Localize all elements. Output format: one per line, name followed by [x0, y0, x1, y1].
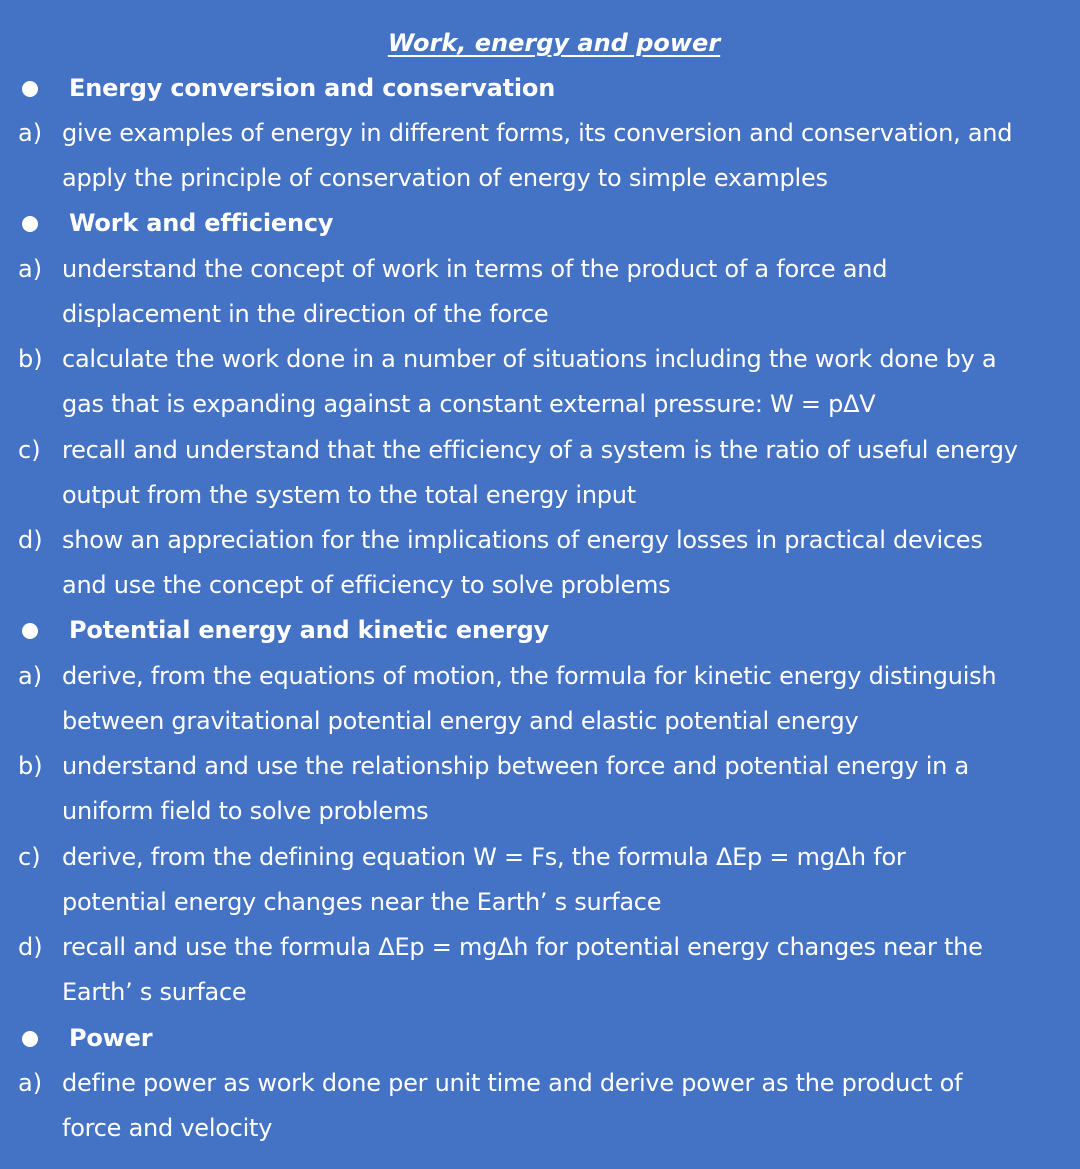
- list-item-continuation: [0, 473, 1080, 518]
- section-heading: [0, 1016, 1080, 1061]
- list-item: [0, 247, 1080, 292]
- item-marker: b): [18, 752, 43, 780]
- item-text-continuation: displacement in the direction of the force: [62, 300, 549, 328]
- bullet-icon: [22, 81, 38, 97]
- list-item: [0, 1061, 1080, 1106]
- bullet-icon: [22, 623, 38, 639]
- section-heading-text: Power: [69, 1024, 153, 1052]
- item-text: give examples of energy in different forms, its conversion and conservation, and: [62, 119, 1013, 147]
- item-text-continuation: Earth’ s surface: [62, 978, 247, 1006]
- list-item-continuation: [0, 563, 1080, 608]
- list-item-continuation: [0, 382, 1080, 427]
- item-text-continuation: uniform field to solve problems: [62, 797, 429, 825]
- item-text-continuation: and use the concept of efficiency to solve problems: [62, 571, 671, 599]
- item-text: calculate the work done in a number of situations including the work done by a: [62, 345, 997, 373]
- item-text-continuation: gas that is expanding against a constant external pressure: W = pΔV: [62, 390, 876, 418]
- list-item: [0, 835, 1080, 880]
- list-item: [0, 654, 1080, 699]
- item-text-continuation: output from the system to the total energy input: [62, 481, 636, 509]
- item-marker: c): [18, 436, 41, 464]
- item-text: recall and understand that the efficiency of a system is the ratio of useful energy: [62, 436, 1018, 464]
- list-item-continuation: [0, 292, 1080, 337]
- section-heading: [0, 201, 1080, 246]
- list-item: [0, 925, 1080, 970]
- list-item-continuation: [0, 880, 1080, 925]
- item-text-continuation: potential energy changes near the Earth’ s surface: [62, 888, 662, 916]
- list-item-continuation: [0, 156, 1080, 201]
- item-text: derive, from the defining equation W = Fs, the formula ΔEp = mgΔh for: [62, 843, 906, 871]
- list-item: [0, 337, 1080, 382]
- section-heading-text: Potential energy and kinetic energy: [69, 616, 549, 644]
- list-item-continuation: [0, 970, 1080, 1015]
- item-text-continuation: apply the principle of conservation of energy to simple examples: [62, 164, 828, 192]
- list-item-continuation: [0, 699, 1080, 744]
- list-item: [0, 518, 1080, 563]
- item-marker: d): [18, 933, 43, 961]
- item-text-continuation: force and velocity: [62, 1114, 273, 1142]
- list-item: [0, 744, 1080, 789]
- item-marker: d): [18, 526, 43, 554]
- item-text: show an appreciation for the implications of energy losses in practical devices: [62, 526, 983, 554]
- item-marker: c): [18, 843, 41, 871]
- section-heading-text: Work and efficiency: [69, 209, 334, 237]
- list-item: [0, 111, 1080, 156]
- list-item-continuation: [0, 789, 1080, 834]
- item-marker: a): [18, 255, 43, 283]
- item-marker: a): [18, 1069, 43, 1097]
- list-item-continuation: [0, 1106, 1080, 1151]
- section-heading: [0, 608, 1080, 653]
- item-marker: b): [18, 345, 43, 373]
- page-title: Work, energy and power: [387, 29, 721, 57]
- item-text-continuation: between gravitational potential energy and elastic potential energy: [62, 707, 859, 735]
- item-text: define power as work done per unit time and derive power as the product of: [62, 1069, 963, 1097]
- item-marker: a): [18, 119, 43, 147]
- section-heading: [0, 66, 1080, 111]
- list-item: [0, 428, 1080, 473]
- bullet-icon: [22, 1031, 38, 1047]
- item-text: recall and use the formula ΔEp = mgΔh for potential energy changes near the: [62, 933, 983, 961]
- item-text: understand and use the relationship between force and potential energy in a: [62, 752, 969, 780]
- item-marker: a): [18, 662, 43, 690]
- bullet-icon: [22, 216, 38, 232]
- item-text: derive, from the equations of motion, the formula for kinetic energy distinguish: [62, 662, 997, 690]
- section-heading-text: Energy conversion and conservation: [69, 74, 556, 102]
- item-text: understand the concept of work in terms of the product of a force and: [62, 255, 888, 283]
